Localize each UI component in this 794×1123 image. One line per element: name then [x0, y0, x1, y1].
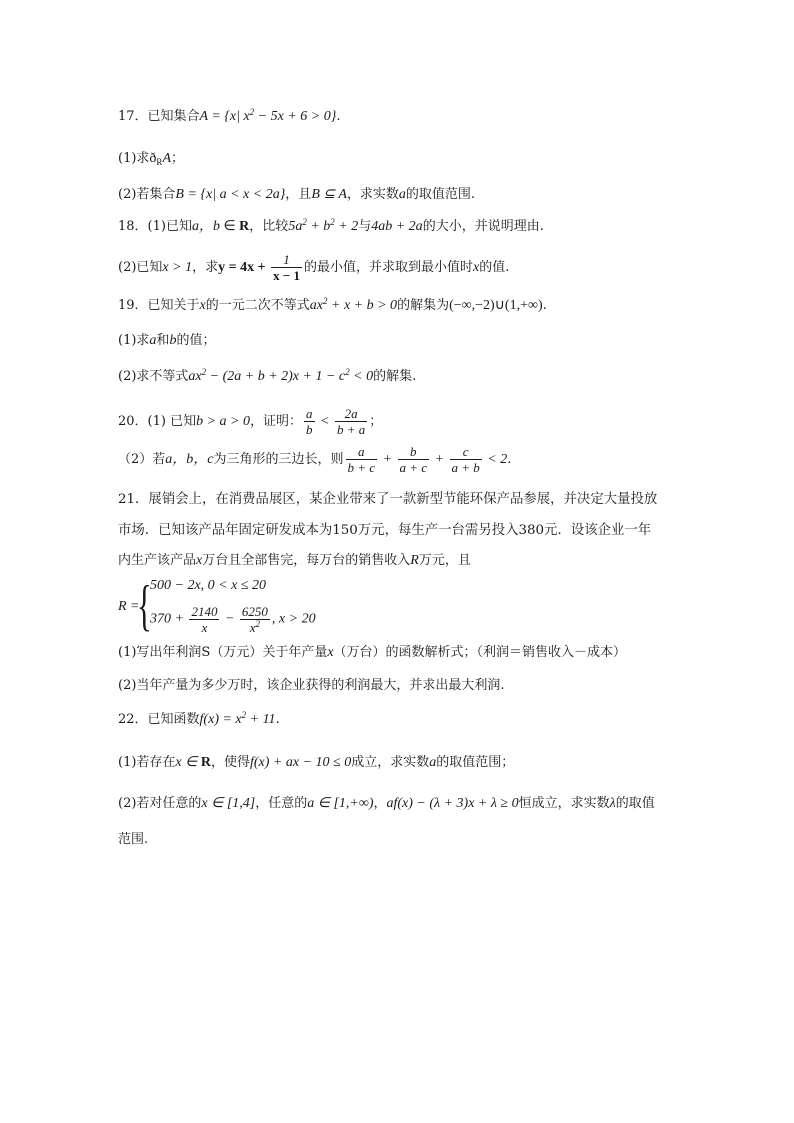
q20-fraction-3: $\frac{a}{b + c}$ — [347, 444, 376, 475]
q20-fraction-1: $\frac{a}{b}$ — [306, 406, 313, 437]
q18-part2: (2)已知x > 1，求y = 4x + $\frac{1}{x - 1}$ 的最小值，并求取到最小值时x的值. — [118, 252, 510, 283]
piecewise-brace: { — [137, 575, 152, 637]
q20-fraction-4: $\frac{b}{a + c}$ — [399, 444, 428, 475]
q21-line3: 内生产该产品x万台且全部售完，每万台的销售收入R万元，且 — [118, 553, 471, 568]
q17-set-a: A = {x| $x^2 - 5x + 6 > 0$} — [199, 107, 337, 124]
q22-stem: 22．已知函数$f(x) = x^2 + 11$. — [118, 710, 280, 727]
q18-fraction: $\frac{1}{x - 1}$ — [273, 252, 300, 283]
q21-part1: (1)写出年利润S（万元）关于年产量x（万台）的函数解析式；（利润＝销售收入－成本） — [118, 645, 627, 660]
q17-part1: (1)求$ð_RA$； — [118, 151, 185, 167]
q21-fraction-1: $\frac{2140}{x}$ — [191, 604, 218, 635]
q22-part2: (2)若对任意的x ∈ [1,4]，任意的a ∈ [1,+∞)，af(x) − (λ + 3)x + λ ≥ 0恒成立，求实数λ的取值 — [118, 796, 655, 811]
q19-part2: (2)求不等式$ax^2 - (2a + b + 2)x + 1 - c^2 < 0$的解集. — [118, 367, 417, 384]
q19-stem: 19．已知关于x的一元二次不等式$ax^2 + x + b > 0$的解集为(−∞,−2)∪(1,+∞). — [118, 296, 547, 313]
q22-part1: (1)若存在x ∈ R，使得f(x) + ax − 10 ≤ 0成立，求实数a的取值范围； — [118, 755, 515, 770]
q17-number-text: 17．已知集合 — [118, 109, 200, 124]
q19-part1: (1)求a和b的值； — [118, 333, 216, 348]
q20-part2: （2）若a，b，c为三角形的三边长，则 $\frac{a}{b + c}$ + $\frac{b}{a + c}$ + $\frac{c}{a + b}$ < 2. — [118, 444, 512, 475]
q21-part2: (2)当年产量为多少万时，该企业获得的利润最大，并求出最大利润. — [118, 678, 505, 693]
q21-case1: 500 − 2x, 0 < x ≤ 20 — [150, 578, 267, 593]
q21-line1: 21．展销会上，在消费品展区，某企业带来了一款新型节能环保产品参展，并决定大量投放 — [118, 492, 658, 507]
q20-fraction-2: $\frac{2a}{b + a}$ — [336, 406, 366, 437]
q20-part1: 20．(1) 已知b > a > 0，证明： $\frac{a}{b}$ < $\frac{2a}{b + a}$ ； — [118, 406, 383, 437]
q21-case2: 370 + $\frac{2140}{x}$ − $\frac{6250}{x^2}$ , x > 20 — [150, 604, 316, 635]
q21-R-label: R = — [118, 599, 140, 614]
complement-symbol: $ð_R$ — [149, 151, 163, 167]
q17-stem: 17．已知集合A = {x| $x^2 - 5x + 6 > 0$}. — [118, 107, 341, 124]
q18-part1: 18．(1)已知a，b ∈ R，比较$5a^2 + b^2 + 2$与4ab + 2a的大小，并说明理由. — [118, 217, 544, 234]
q17-part2: (2)若集合B = {x| a < x < 2a}，且B ⊆ A，求实数a的取值范围. — [118, 187, 476, 202]
q20-plus-2: + — [431, 452, 448, 467]
q20-fraction-5: $\frac{c}{a + b}$ — [451, 444, 480, 475]
q21-line2: 市场．已知该产品年固定研发成本为150万元，每生产一台需另投入380元．设该企业一年 — [118, 523, 652, 538]
q22-part2-continued: 范围. — [118, 832, 149, 847]
q21-fraction-2: $\frac{6250}{x^2}$ — [241, 604, 268, 635]
